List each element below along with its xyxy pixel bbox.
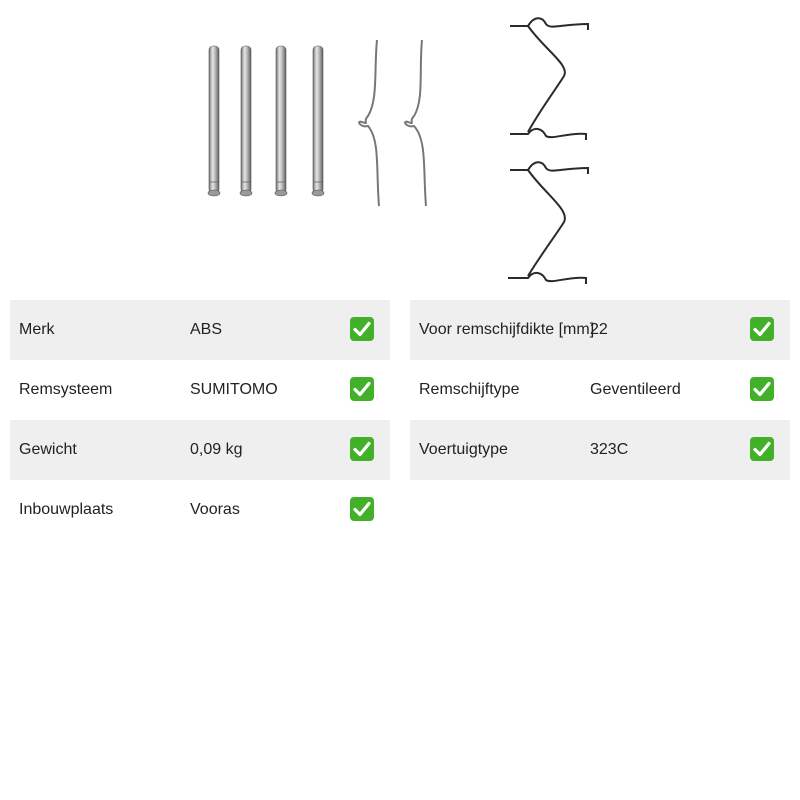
anti-rattle-spring-2 (405, 40, 426, 206)
spec-row-merk (10, 300, 390, 360)
pad-retaining-spring-2 (508, 162, 588, 284)
spec-row-gewicht (10, 420, 390, 480)
spec-label: Remsysteem (19, 381, 113, 398)
guide-pin-4 (312, 46, 324, 196)
spec-table-left (10, 300, 390, 540)
spec-label: Voor remschijfdikte [mm] (419, 321, 595, 338)
spec-value: 323C (590, 441, 629, 458)
spec-label: Merk (19, 321, 55, 338)
check-mark-button-icon (749, 376, 775, 402)
spec-value: Geventileerd (590, 381, 681, 398)
spec-value: ABS (190, 321, 223, 338)
spec-row-voertuigtype (410, 420, 790, 480)
spec-row-remsysteem (10, 360, 390, 420)
check-mark-button-icon (349, 376, 375, 402)
check-mark-button-icon (349, 316, 375, 342)
spec-table-right (410, 300, 790, 480)
brake-pad-accessory-kit-image (190, 10, 610, 295)
spec-label: Voertuigtype (419, 441, 508, 458)
check-mark-button-icon (349, 496, 375, 522)
spec-row-inbouwplaats (10, 480, 390, 540)
spec-value: SUMITOMO (190, 381, 278, 398)
spec-value: 22 (590, 321, 608, 338)
spec-label: Gewicht (19, 441, 77, 458)
spec-label: Inbouwplaats (19, 501, 114, 518)
spec-row-remschijftype (410, 360, 790, 420)
guide-pin-1 (208, 46, 220, 196)
pad-retaining-spring-1 (510, 18, 588, 140)
check-mark-button-icon (349, 436, 375, 462)
guide-pin-2 (240, 46, 252, 196)
spec-value: Vooras (190, 501, 240, 518)
check-mark-button-icon (749, 316, 775, 342)
spec-row-remschijfdikte (410, 300, 790, 360)
anti-rattle-spring-1 (359, 40, 379, 206)
spec-value: 0,09 kg (190, 441, 243, 458)
guide-pin-3 (275, 46, 287, 196)
spec-label: Remschijftype (419, 381, 520, 398)
check-mark-button-icon (749, 436, 775, 462)
